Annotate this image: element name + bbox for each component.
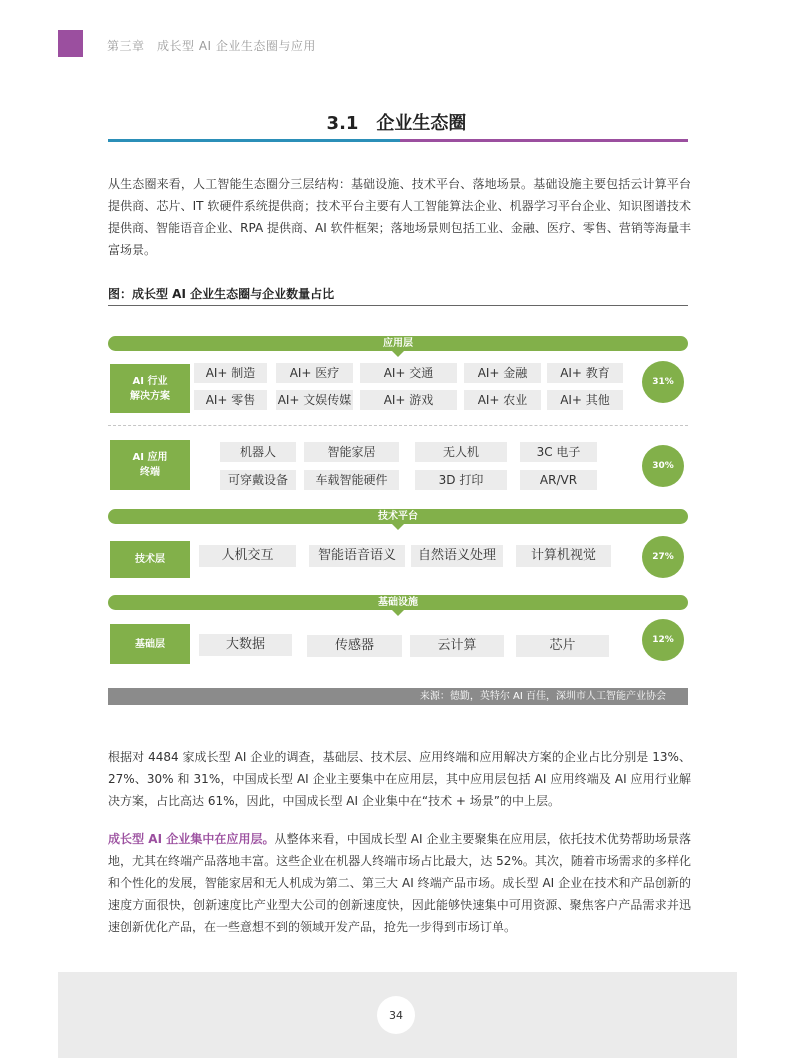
chapter-header: 第三章 成长型 AI 企业生态圈与应用	[107, 39, 316, 53]
chip-ai-education: AI+ 教育	[547, 363, 623, 383]
title-rule-purple	[400, 139, 688, 142]
title-rule-blue	[108, 139, 400, 142]
chip-ar-vr: AR/VR	[520, 470, 597, 490]
chip-nlp: 自然语义处理	[411, 545, 503, 567]
intro-paragraph: 从生态圈来看，人工智能生态圈分三层结构：基础设施、技术平台、落地场景。基础设施主要包括云计算平台提供商、芯片、IT 软硬件系统提供商；技术平台主要有人工智能算法企业、机器学习平台企业、知识图谱技术提供商、智能语音企业、RPA 提供商、AI 软件框架；落地场景则包括工业、金融、医疗、零售、营销等海量丰富场景。	[108, 177, 691, 257]
percent-circle-base: 12%	[642, 619, 684, 661]
figure-source: 来源：德勤，英特尔 AI 百佳，深圳市人工智能产业协会	[108, 688, 688, 705]
chip-3c-electronics: 3C 电子	[520, 442, 597, 462]
label-ai-terminals	[110, 440, 190, 490]
percent-circle-solutions: 31%	[642, 361, 684, 403]
page-number: 34	[377, 996, 415, 1034]
chip-ai-media: AI+ 文娱传媒	[276, 390, 353, 410]
chip-ai-agriculture: AI+ 农业	[464, 390, 541, 410]
paragraph-survey: 根据对 4484 家成长型 AI 企业的调查，基础层、技术层、应用终端和应用解决方案的企业占比分别是 13%、27%、30% 和 31%，中国成长型 AI 企业主要集中在应用层，其中应用层包括 AI 应用终端及 AI 应用行业解决方案，占比高达 61%，因此，中国成长型 AI 企业集中在“技术 + 场景”的中上层。	[108, 750, 691, 808]
paragraph-body: 从整体来看，中国成长型 AI 企业主要聚集在应用层，依托技术优势帮助场景落地，尤其在终端产品落地丰富。这些企业在机器人终端市场占比最大，达 52%。其次，随着市场需求的多样化和个性化的发展，智能家居和无人机成为第二、第三大 AI 终端产品市场。成长型 AI 企业在技术和产品创新的速度方面很快，创新速度比产业型大公司的创新速度快，因此能够快速集中可用资源、聚焦客户产品需求并迅速创新优化产品，在一些意想不到的领域开发产品，抢先一步得到市场订单。	[108, 832, 691, 934]
chip-speech-semantics: 智能语音语义	[309, 545, 405, 567]
label-ai-solutions-text: AI 行业 解决方案	[130, 375, 170, 402]
chip-ai-manufacturing: AI+ 制造	[194, 363, 267, 383]
band-infrastructure: 基础设施	[108, 595, 688, 610]
chip-ai-medical: AI+ 医疗	[276, 363, 353, 383]
chip-hci: 人机交互	[199, 545, 296, 567]
chip-computer-vision: 计算机视觉	[516, 545, 611, 567]
chip-wearable: 可穿戴设备	[220, 470, 296, 490]
chip-chips: 芯片	[516, 635, 609, 657]
chip-cloud-computing: 云计算	[410, 635, 504, 657]
chip-ai-other: AI+ 其他	[547, 390, 623, 410]
band-application-layer: 应用层	[108, 336, 688, 351]
chip-3d-printing: 3D 打印	[415, 470, 507, 490]
chip-ai-retail: AI+ 零售	[194, 390, 267, 410]
label-ai-solutions	[110, 364, 190, 413]
dashed-divider	[108, 425, 688, 426]
label-base-layer: 基础层	[110, 624, 190, 664]
paragraph-application-layer	[108, 828, 691, 938]
figure-title-rule	[108, 305, 688, 306]
label-tech-layer: 技术层	[110, 541, 190, 578]
chip-drone: 无人机	[415, 442, 507, 462]
paragraph-highlight: 成长型 AI 企业集中在应用层。	[108, 832, 275, 846]
percent-circle-tech: 27%	[642, 536, 684, 578]
chip-vehicle-hardware: 车载智能硬件	[304, 470, 399, 490]
chip-sensor: 传感器	[307, 635, 402, 657]
chip-ai-gaming: AI+ 游戏	[360, 390, 457, 410]
chip-ai-transport: AI+ 交通	[360, 363, 457, 383]
label-ai-terminals-text: AI 应用 终端	[132, 452, 168, 478]
figure-title: 图：成长型 AI 企业生态圈与企业数量占比	[108, 287, 335, 301]
chip-ai-finance: AI+ 金融	[464, 363, 541, 383]
section-title: 3.1 企业生态圈	[326, 113, 467, 134]
chapter-marker	[58, 30, 83, 57]
chip-big-data: 大数据	[199, 634, 292, 656]
chip-smart-home: 智能家居	[304, 442, 399, 462]
percent-circle-terminals: 30%	[642, 445, 684, 487]
band-tech-platform: 技术平台	[108, 509, 688, 524]
chip-robot: 机器人	[220, 442, 296, 462]
